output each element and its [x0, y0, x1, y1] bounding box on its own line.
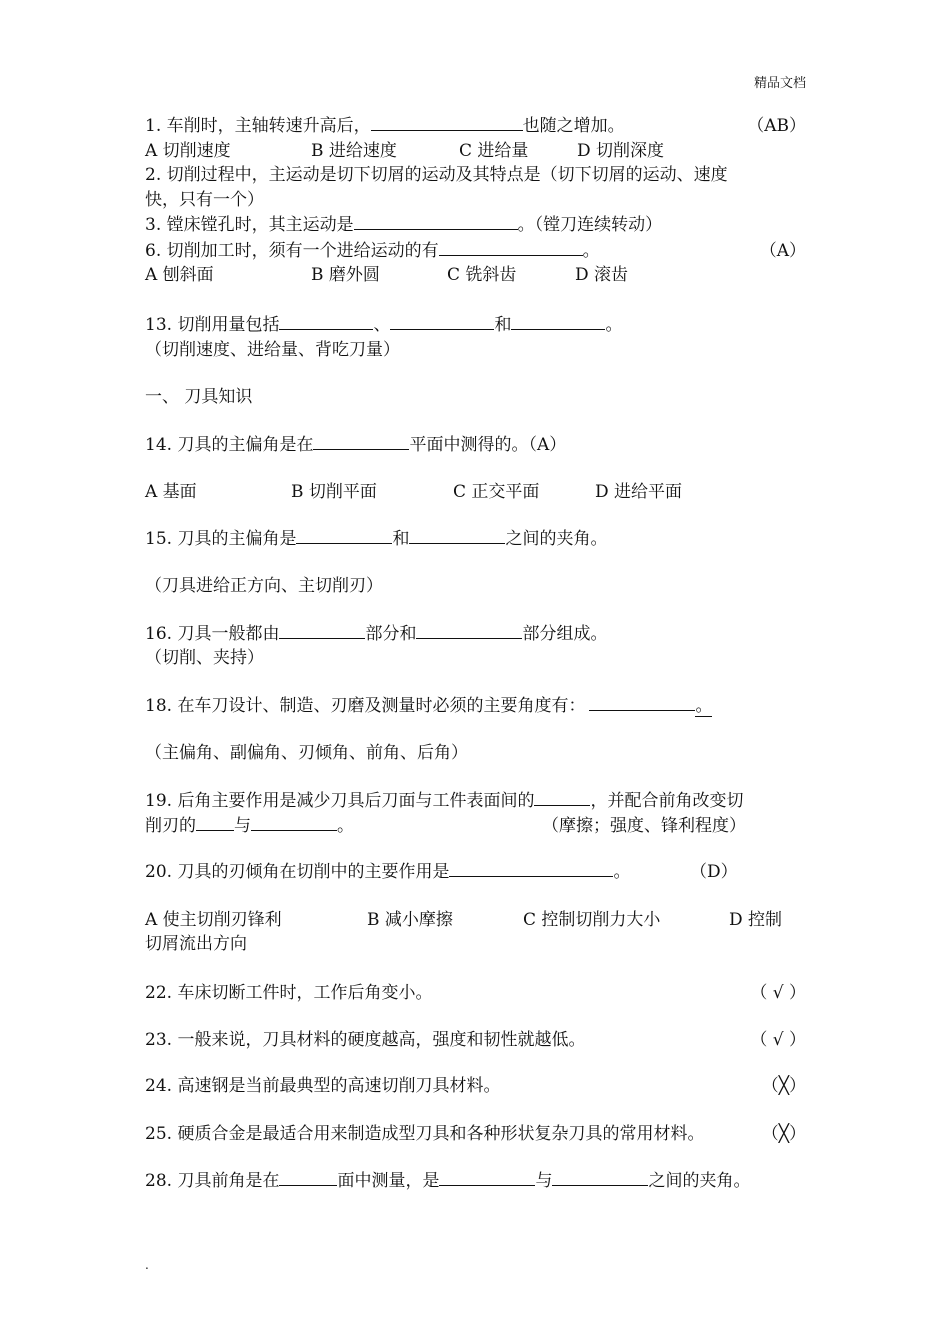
question-1: [145, 114, 625, 138]
question-text: 和: [494, 315, 512, 335]
option: D 进给平面: [595, 482, 683, 502]
option: C 进给量: [459, 141, 529, 161]
question-text: 3. 镗床镗孔时，其主运动是: [145, 215, 354, 235]
question-6-options: [145, 263, 628, 287]
question-text: 。: [695, 696, 713, 716]
question-text: 部分和: [365, 624, 417, 644]
question-text: 14. 刀具的主偏角是在: [145, 435, 314, 455]
answer-blank: [552, 1169, 648, 1186]
answer-blank: [279, 1169, 337, 1186]
answer-blank: [279, 313, 373, 330]
page-header: 精品文档: [753, 76, 806, 91]
answer-blank: [534, 789, 590, 806]
option: B 减小摩擦: [367, 910, 453, 930]
question-19: [145, 789, 743, 813]
question-19-cont: [145, 814, 354, 838]
question-2: 2. 切削过程中，主运动是切下切屑的运动及其特点是（切下切屑的运动、速度: [145, 165, 728, 185]
answer-blank: [589, 694, 695, 711]
option: C 正交平面: [453, 482, 540, 502]
answer-key: （AB）: [747, 116, 806, 136]
question-15: [145, 527, 607, 551]
question-24: 24. 高速钢是当前最典型的高速切削刀具材料。: [145, 1076, 501, 1096]
question-text: 部分组成。: [522, 624, 608, 644]
question-1-options: [145, 139, 664, 163]
footer-dot: .: [145, 1258, 149, 1272]
question-text: 28. 刀具前角是在: [145, 1171, 280, 1191]
question-20-cont: 切屑流出方向: [145, 934, 247, 954]
answer-blank: [439, 239, 583, 256]
answer-blank: [449, 860, 613, 877]
answer-blank: [371, 114, 523, 131]
question-22: 22. 车床切断工件时，工作后角变小。: [145, 983, 433, 1003]
question-13: [145, 313, 622, 337]
question-20-options: [145, 908, 782, 932]
option: B 磨外圆: [311, 265, 380, 285]
section-heading: 一、 刀具知识: [145, 387, 253, 407]
question-16-answer: （切削、夹持）: [145, 648, 264, 668]
question-text: 15. 刀具的主偏角是: [145, 529, 297, 549]
question-text: 18. 在车刀设计、制造、刃磨及测量时必须的主要角度有：: [145, 696, 586, 716]
question-text: 。: [605, 315, 623, 335]
answer-key: （╳）: [761, 1124, 806, 1144]
question-text: 。（镗刀连续转动）: [517, 215, 663, 235]
answer-key: （╳）: [761, 1076, 806, 1096]
question-14-options: [145, 480, 682, 504]
answer-blank: [439, 1169, 535, 1186]
question-15-answer: （刀具进给正方向、主切削刃）: [145, 576, 383, 596]
answer-blank: [313, 433, 409, 450]
answer-key: （D）: [690, 862, 738, 882]
question-text: 也随之增加。: [522, 116, 625, 136]
question-3: [145, 213, 662, 237]
option: A 切削速度: [145, 141, 231, 161]
question-text: 1. 车削时，主轴转速升高后，: [145, 116, 371, 136]
option: D 滚齿: [575, 265, 629, 285]
question-text: 之间的夹角。: [648, 1171, 751, 1191]
question-text: 面中测量，是: [337, 1171, 440, 1191]
question-text: 削刃的: [145, 816, 196, 836]
question-text: 。: [337, 816, 354, 836]
answer-blank: [251, 814, 337, 831]
answer-blank: [196, 814, 234, 831]
answer-key: （摩擦；强度、锋利程度）: [542, 816, 746, 836]
answer-blank: [416, 622, 522, 639]
option: D 控制: [729, 910, 783, 930]
answer-key: （ √ ）: [750, 983, 806, 1003]
option: D 切削深度: [577, 141, 665, 161]
question-text: 16. 刀具一般都由: [145, 624, 280, 644]
question-text: 。: [613, 862, 631, 882]
answer-blank: [296, 527, 392, 544]
question-text: 和: [392, 529, 410, 549]
question-6: [145, 239, 600, 263]
answer-blank: [279, 622, 365, 639]
question-text: 6. 切削加工时，须有一个进给运动的有: [145, 241, 439, 261]
question-text: 、: [373, 315, 391, 335]
question-13-answer: （切削速度、进给量、背吃刀量）: [145, 340, 400, 360]
question-20: [145, 860, 630, 884]
question-text: 之间的夹角。: [505, 529, 608, 549]
question-text: 与: [535, 1171, 553, 1191]
question-text: ，并配合前角改变切: [590, 791, 744, 811]
option: A 使主切削刃锋利: [145, 910, 282, 930]
option: A 刨斜面: [145, 265, 214, 285]
answer-blank: [511, 313, 605, 330]
answer-blank: [409, 527, 505, 544]
question-23: 23. 一般来说，刀具材料的硬度越高，强度和韧性就越低。: [145, 1030, 586, 1050]
question-text: 19. 后角主要作用是减少刀具后刀面与工件表面间的: [145, 791, 535, 811]
question-text: 平面中测得的。（A）: [409, 435, 567, 455]
answer-key: （ √ ）: [750, 1030, 806, 1050]
question-text: 。: [582, 241, 600, 261]
question-text: 与: [234, 816, 251, 836]
question-text: 13. 切削用量包括: [145, 315, 280, 335]
question-text: 20. 刀具的刃倾角在切削中的主要作用是: [145, 862, 450, 882]
option: C 控制切削力大小: [523, 910, 661, 930]
option: C 铣斜齿: [447, 265, 517, 285]
question-25: 25. 硬质合金是最适合用来制造成型刀具和各种形状复杂刀具的常用材料。: [145, 1124, 705, 1144]
question-2-cont: 快，只有一个）: [145, 190, 264, 210]
answer-blank: [354, 213, 518, 230]
question-16: [145, 622, 607, 646]
option: B 切削平面: [291, 482, 377, 502]
question-28: [145, 1169, 750, 1193]
question-14: [145, 433, 566, 457]
answer-key: （A）: [759, 241, 806, 261]
question-18-answer: （主偏角、副偏角、刃倾角、前角、后角）: [145, 743, 468, 763]
option: A 基面: [145, 482, 197, 502]
option: B 进给速度: [311, 141, 397, 161]
answer-blank: [390, 313, 494, 330]
question-18: [145, 694, 712, 718]
